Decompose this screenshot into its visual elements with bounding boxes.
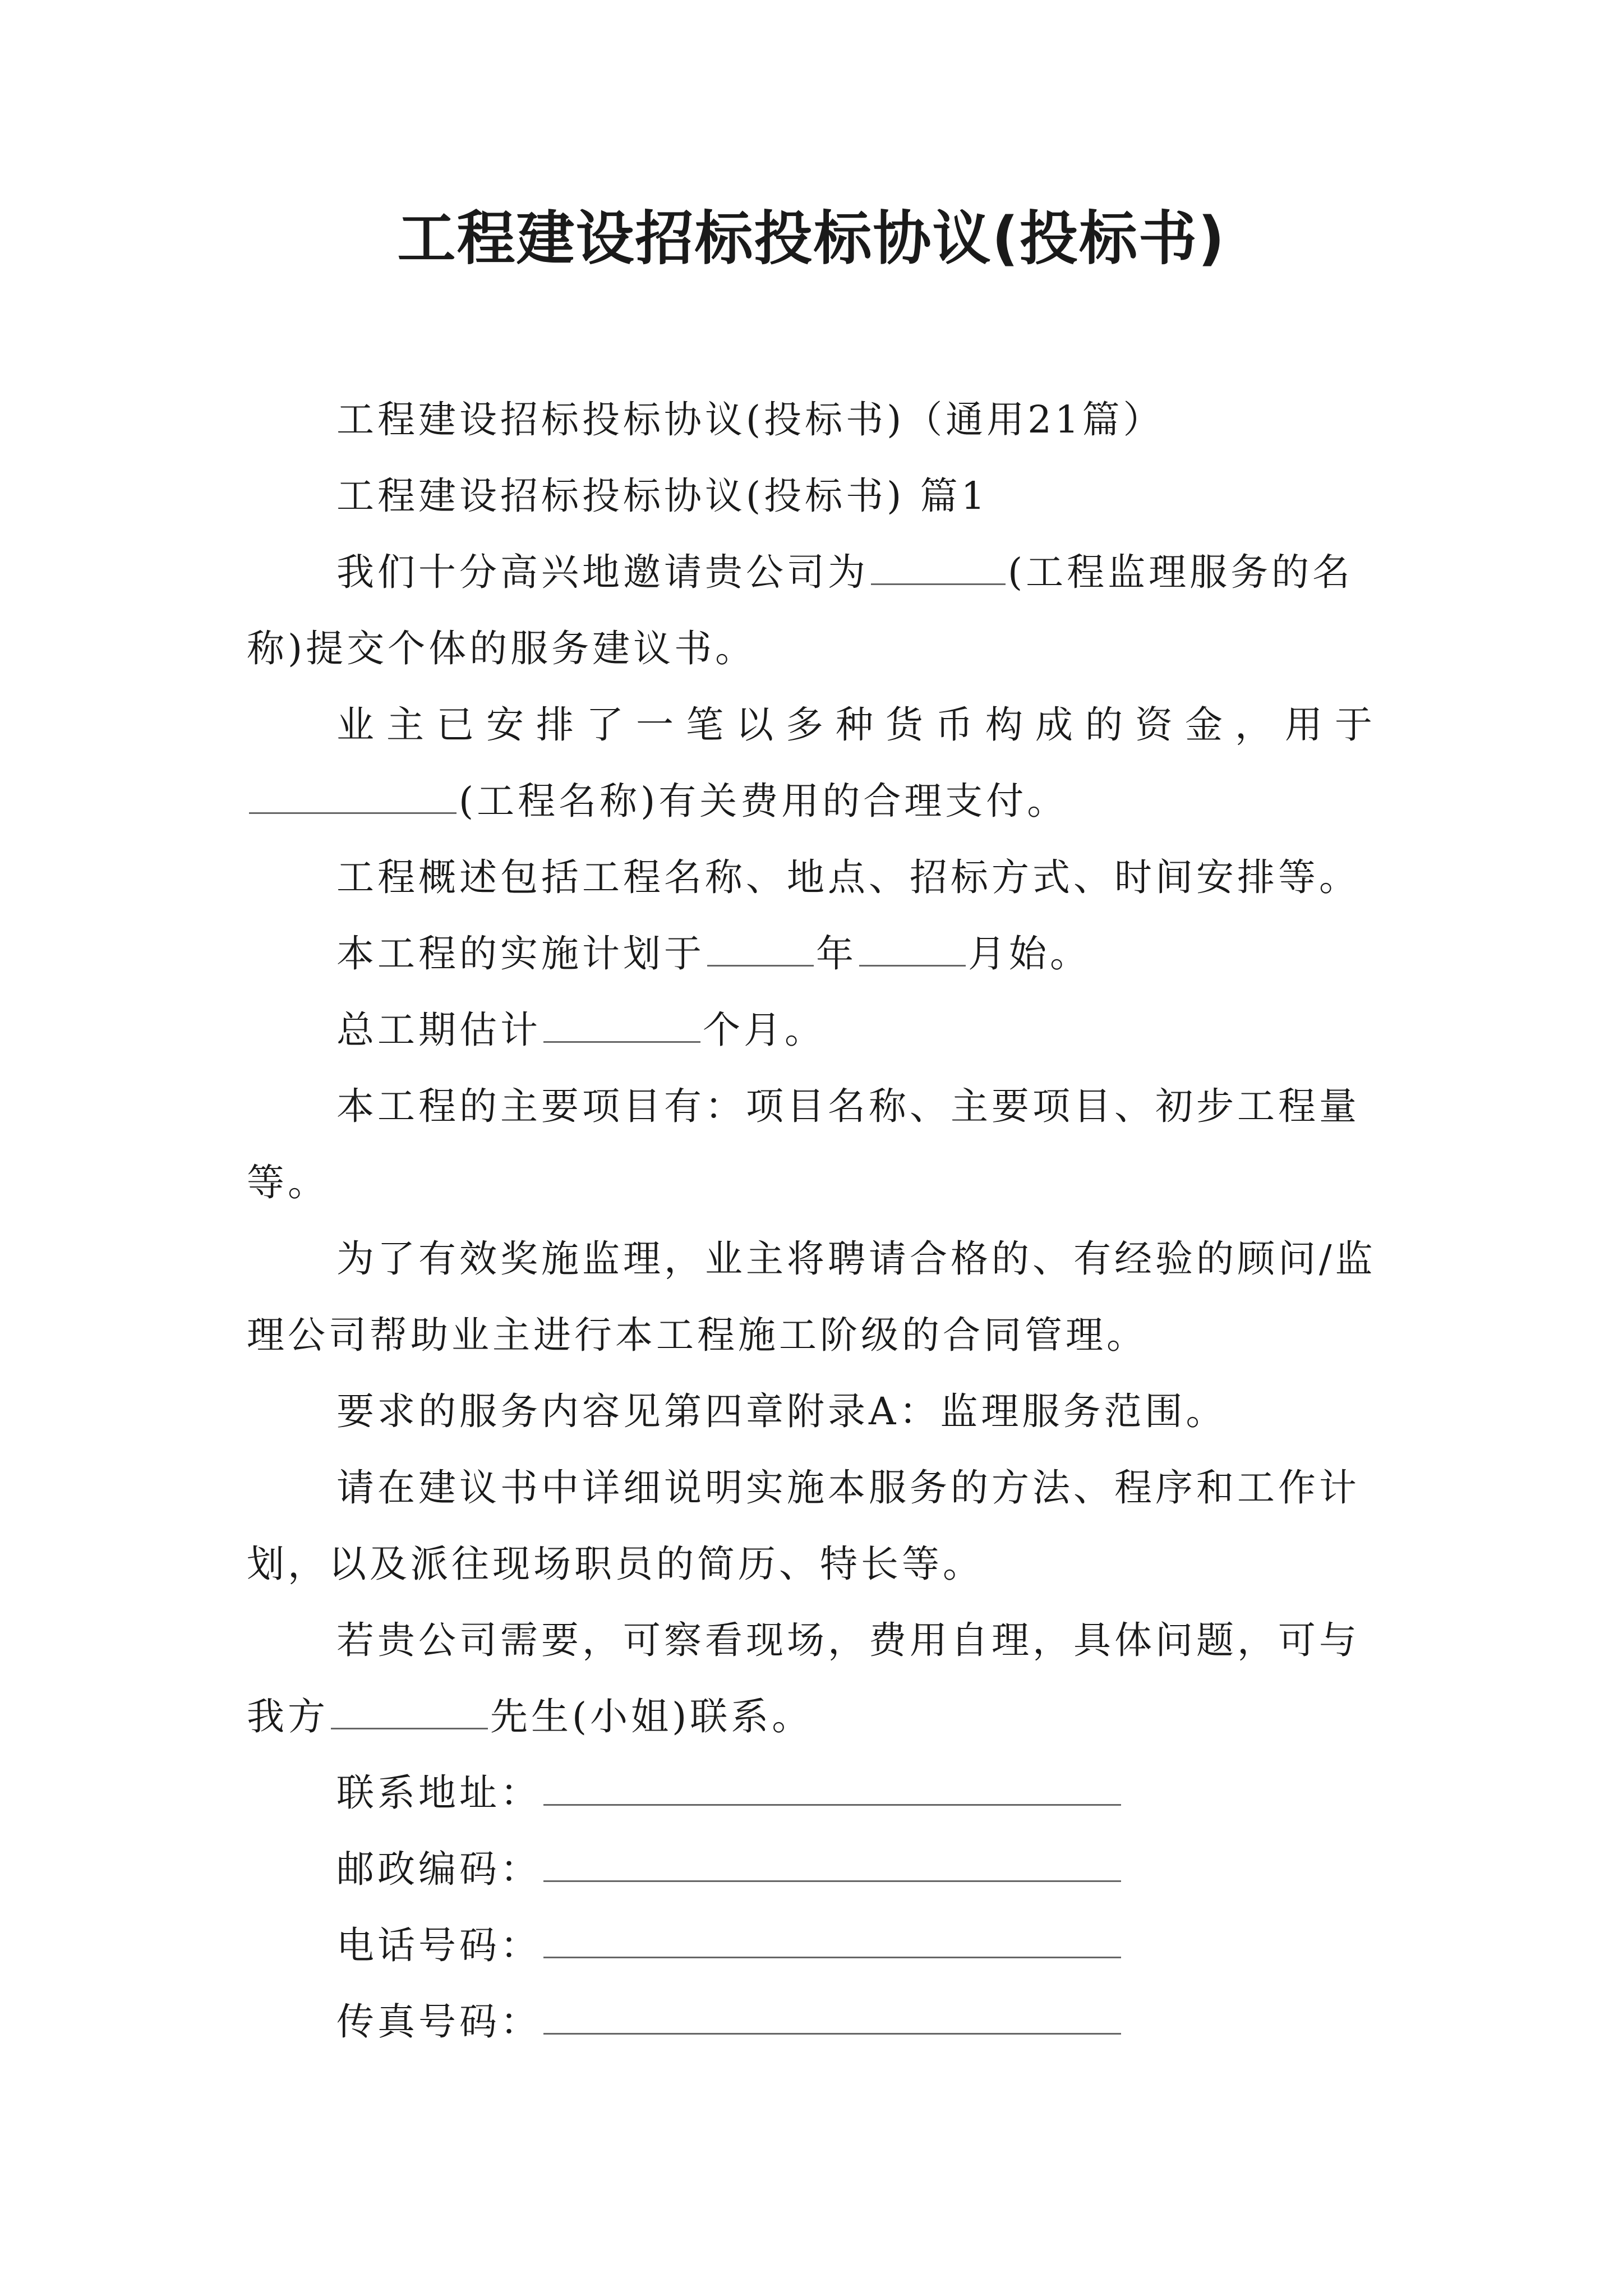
field-postcode: 邮政编码：	[247, 1831, 1391, 1907]
paragraph-supervision: 为了有效奖施监理，业主将聘请合格的、有经验的顾问/监理公司帮助业主进行本工程施工阶级的合同管理。	[247, 1237, 1376, 1357]
blank-fax	[543, 1994, 1121, 2035]
paragraph-contact: 若贵公司需要，可察看现场，费用自理，具体问题，可与我方 先生(小姐)联系。	[247, 1618, 1360, 1738]
blank-year	[707, 926, 814, 967]
field-address: 联系地址：	[247, 1755, 1391, 1831]
section-heading: 工程建设招标投标协议(投标书) 篇1	[336, 474, 989, 518]
blank-month	[859, 926, 966, 967]
paragraph-schedule: 本工程的实施计划于 年 月始。	[247, 915, 1391, 992]
paragraph-duration: 总工期估计 个月。	[247, 992, 1391, 1068]
paragraph-invitation: 我们十分高兴地邀请贵公司为 (工程监理服务的名称)提交个体的服务建议书。	[247, 534, 1391, 687]
paragraph-overview: 工程概述包括工程名称、地点、招标方式、时间安排等。	[336, 855, 1360, 899]
field-phone: 电话号码：	[247, 1907, 1391, 1984]
paragraph-main-items: 本工程的主要项目有：项目名称、主要项目、初步工程量等。	[247, 1084, 1360, 1204]
paragraph-funding: 业主已安排了一笔以多种货币构成的资金，用于(工程名称)有关费用的合理支付。	[247, 687, 1391, 839]
blank-duration	[543, 1002, 700, 1043]
subtitle: 工程建设招标投标协议(投标书)（通用21篇）	[336, 398, 1164, 441]
document-title: 工程建设招标投标协议(投标书)	[397, 204, 1226, 273]
blank-phone	[543, 1917, 1121, 1958]
document-body	[247, 381, 1391, 2060]
paragraph-proposal: 请在建议书中详细说明实施本服务的方法、程序和工作计划，以及派往现场职员的简历、特长等。	[247, 1466, 1360, 1586]
blank-postcode	[543, 1841, 1121, 1882]
paragraph-scope: 要求的服务内容见第四章附录A：监理服务范围。	[336, 1389, 1227, 1433]
field-fax: 传真号码：	[247, 1984, 1391, 2060]
blank-service-name	[871, 544, 1006, 585]
blank-contact-person	[331, 1688, 488, 1729]
blank-project-name	[249, 773, 457, 814]
blank-address	[543, 1765, 1121, 1806]
